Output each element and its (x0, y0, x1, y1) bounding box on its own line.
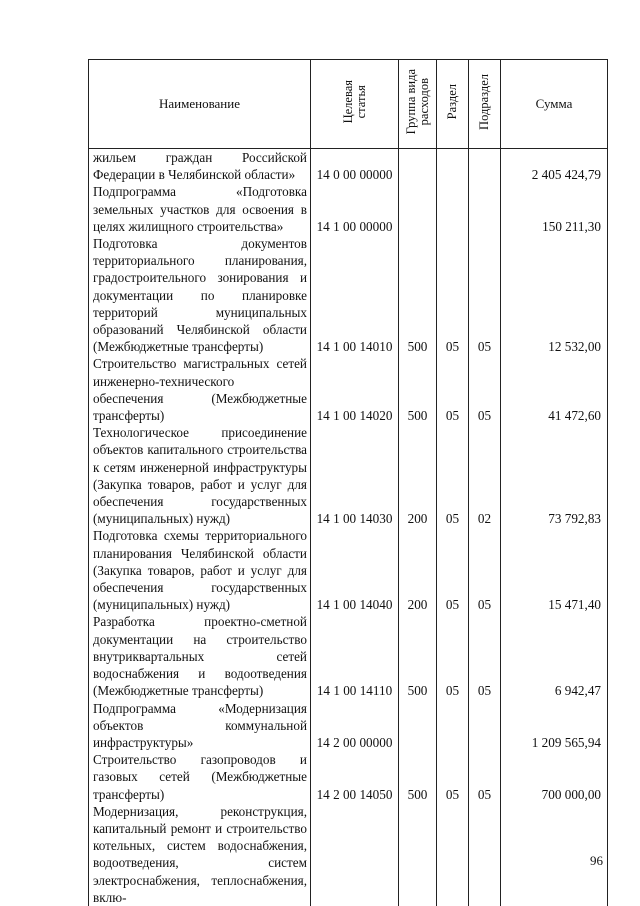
table-row (89, 424, 608, 527)
cell-section (437, 700, 469, 752)
budget-table (88, 59, 608, 906)
cell-subsection (469, 149, 501, 184)
cell-sum: 1 209 565,94 (501, 700, 608, 752)
cell-section (437, 803, 469, 906)
cell-target-article: 14 1 00 14030 (311, 424, 399, 527)
cell-sum: 150 211,30 (501, 183, 608, 235)
cell-subsection: 05 (469, 235, 501, 355)
cell-sum: 12 532,00 (501, 235, 608, 355)
table-row (89, 751, 608, 803)
cell-subsection: 05 (469, 355, 501, 424)
cell-section: 05 (437, 751, 469, 803)
cell-name: Подпрограмма «Модернизация объектов коммунальной инфраструктуры» (89, 700, 311, 752)
cell-subsection: 02 (469, 424, 501, 527)
cell-sum: 2 405 424,79 (501, 149, 608, 184)
cell-name: Подпрограмма «Подготовка земельных участков для освоения в целях жилищного строительства» (89, 183, 311, 235)
header-section (437, 60, 469, 149)
header-expense-group-label: Группа вида расходов (403, 69, 431, 135)
cell-target-article: 14 0 00 00000 (311, 149, 399, 184)
cell-target-article (311, 803, 399, 906)
cell-name: Строительство газопроводов и газовых сетей (Межбюджетные трансферты) (89, 751, 311, 803)
table-header-row (89, 60, 608, 149)
cell-section: 05 (437, 355, 469, 424)
cell-target-article: 14 2 00 14050 (311, 751, 399, 803)
cell-expense-group (399, 149, 437, 184)
cell-target-article: 14 1 00 14040 (311, 527, 399, 613)
header-section-label: Раздел (445, 84, 459, 120)
cell-sum: 41 472,60 (501, 355, 608, 424)
cell-subsection: 05 (469, 751, 501, 803)
cell-expense-group: 500 (399, 355, 437, 424)
cell-subsection (469, 700, 501, 752)
cell-expense-group: 500 (399, 613, 437, 699)
table-row (89, 803, 608, 906)
cell-section: 05 (437, 527, 469, 613)
table-row (89, 149, 608, 184)
cell-target-article: 14 1 00 14110 (311, 613, 399, 699)
cell-section: 05 (437, 235, 469, 355)
table-row (89, 235, 608, 355)
page-number: 96 (590, 853, 603, 868)
cell-name: жильем граждан Российской Федерации в Челябинской области» (89, 149, 311, 184)
cell-expense-group: 500 (399, 751, 437, 803)
cell-expense-group: 200 (399, 527, 437, 613)
cell-expense-group (399, 183, 437, 235)
table-row (89, 700, 608, 752)
cell-target-article: 14 1 00 00000 (311, 183, 399, 235)
cell-target-article: 14 1 00 14020 (311, 355, 399, 424)
table-row (89, 355, 608, 424)
header-expense-group (399, 60, 437, 149)
cell-name: Подготовка документов территориального планирования, градостроительного зонирования и документации по планировке территорий муниципальных образований Челябинской области (Межбюджетные трансферты) (89, 235, 311, 355)
header-target-article (311, 60, 399, 149)
header-subsection (469, 60, 501, 149)
table-row (89, 183, 608, 235)
cell-sum: 73 792,83 (501, 424, 608, 527)
header-sum: Сумма (501, 60, 608, 149)
cell-expense-group: 500 (399, 235, 437, 355)
cell-name: Разработка проектно-сметной документации на строительство внутриквартальных сетей водоснабжения и водоотведения (Межбюджетные трансферты) (89, 613, 311, 699)
cell-expense-group (399, 700, 437, 752)
header-name: Наименование (89, 60, 311, 149)
cell-sum: 15 471,40 (501, 527, 608, 613)
header-target-article-label: Целевая статья (340, 80, 368, 124)
cell-name: Строительство магистральных сетей инженерно-технического обеспечения (Межбюджетные трансферты) (89, 355, 311, 424)
cell-name: Подготовка схемы территориального планирования Челябинской области (Закупка товаров, работ и услуг для обеспечения государственных (муниципальных) нужд) (89, 527, 311, 613)
cell-name: Модернизация, реконструкция, капитальный ремонт и строительство котельных, систем водоснабжения, водоотведения, систем электроснабжения, теплоснабжения, вклю- (89, 803, 311, 906)
table-row (89, 527, 608, 613)
cell-subsection (469, 803, 501, 906)
cell-target-article: 14 2 00 00000 (311, 700, 399, 752)
header-subsection-label: Подраздел (477, 74, 491, 130)
cell-section: 05 (437, 424, 469, 527)
cell-sum: 700 000,00 (501, 751, 608, 803)
cell-subsection: 05 (469, 613, 501, 699)
cell-section (437, 183, 469, 235)
cell-sum: 6 942,47 (501, 613, 608, 699)
cell-target-article: 14 1 00 14010 (311, 235, 399, 355)
cell-subsection: 05 (469, 527, 501, 613)
cell-expense-group (399, 803, 437, 906)
cell-name: Технологическое присоединение объектов капитального строительства к сетям инженерной инфраструктуры (Закупка товаров, работ и услуг для обеспечения государственных (муниципальных) нужд) (89, 424, 311, 527)
cell-section (437, 149, 469, 184)
cell-subsection (469, 183, 501, 235)
cell-expense-group: 200 (399, 424, 437, 527)
table-row (89, 613, 608, 699)
cell-section: 05 (437, 613, 469, 699)
table-body (89, 149, 608, 906)
